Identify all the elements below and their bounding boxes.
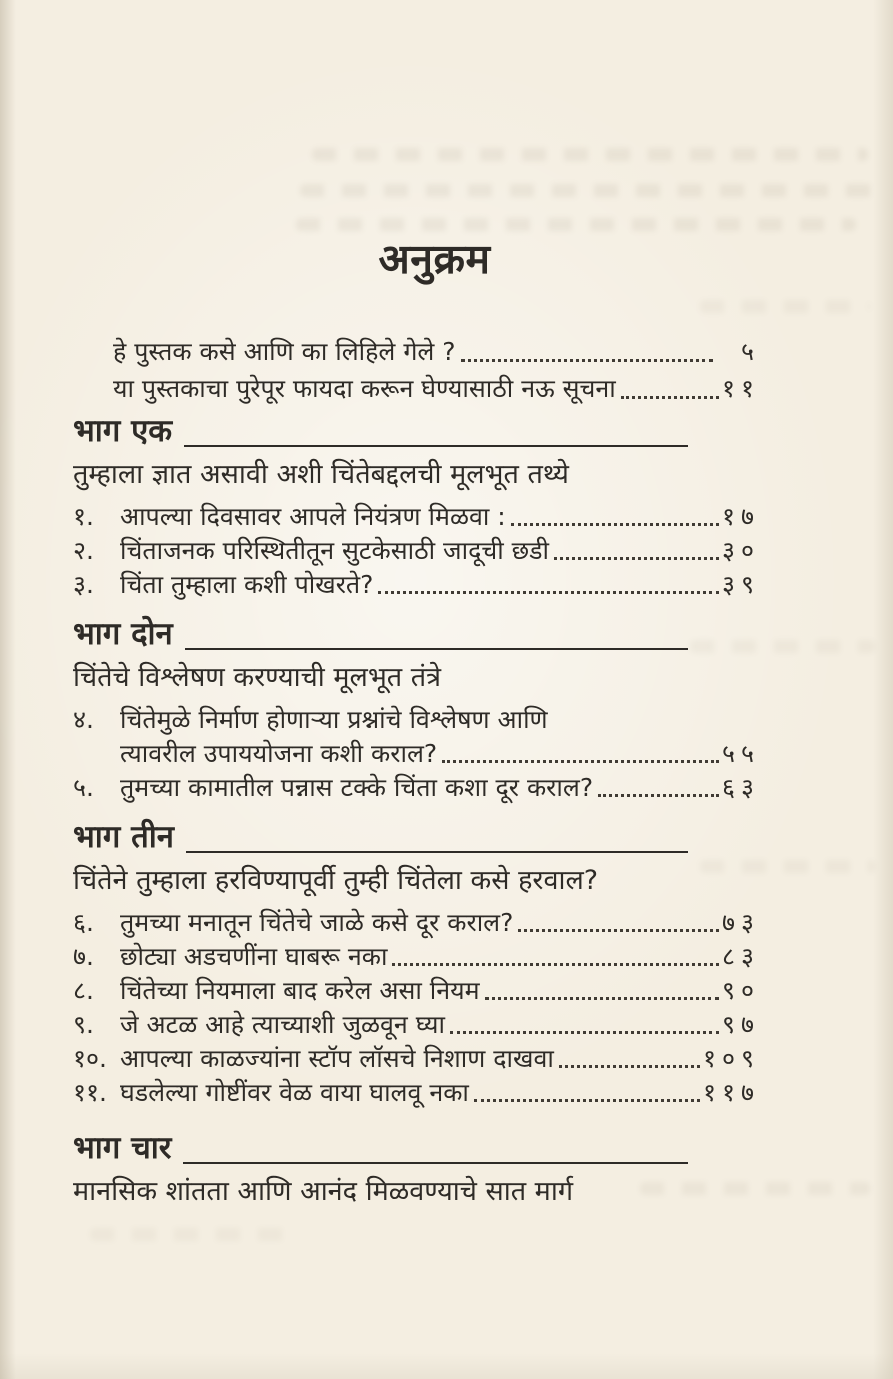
toc-entry-number: ५. [73, 773, 94, 802]
dot-leader [559, 1065, 700, 1068]
toc-entry [113, 333, 760, 370]
section-heading-row [73, 409, 760, 454]
toc-entry-number: १०. [73, 1044, 107, 1073]
toc-entry-number: ४. [73, 705, 94, 734]
toc-entry [73, 974, 760, 1008]
toc-entry [73, 1076, 760, 1110]
toc-entry-number: १. [73, 502, 94, 531]
dot-leader [621, 396, 719, 399]
dot-leader [474, 1099, 700, 1102]
toc-entry-label: घडलेल्या गोष्टींवर वेळ वाया घालवू नका [120, 1078, 469, 1107]
section-heading: भाग तीन [73, 819, 174, 855]
section-subtitle: चिंतेचे विश्लेषण करण्याची मूलभूत तंत्रे [73, 662, 442, 693]
section-heading-row [73, 815, 760, 860]
toc-entry-number: ३. [73, 570, 94, 599]
toc-section-3 [73, 815, 760, 1110]
toc-entry-label: चिंताजनक परिस्थितीतून सुटकेसाठी जादूची छडी [120, 536, 550, 565]
section-heading: भाग एक [73, 413, 173, 449]
toc-entry [113, 370, 760, 407]
heading-underline [185, 648, 688, 650]
toc-entry-label: चिंतेमुळे निर्माण होणाऱ्या प्रश्नांचे विश्लेषण आणि [120, 705, 548, 734]
dot-leader [511, 523, 719, 526]
toc-entry-page: १७ [721, 502, 760, 531]
toc-entry-label: आपल्या काळज्यांना स्टॉप लॉसचे निशाण दाखवा [120, 1044, 554, 1073]
section-subtitle: चिंतेने तुम्हाला हरविण्यापूर्वी तुम्ही चिंतेला कसे हरवाल? [73, 865, 599, 896]
toc-entry-page: ७३ [721, 908, 760, 937]
toc-entry-number: २. [73, 536, 94, 565]
toc-entry-number: ७. [73, 942, 94, 971]
toc-entry [73, 500, 760, 534]
toc-entry-page: ६३ [721, 773, 760, 802]
section-items [73, 703, 760, 805]
section-heading: भाग दोन [73, 616, 173, 652]
toc-entry-label: त्यावरील उपाययोजना कशी कराल? [120, 739, 438, 768]
toc-entry-label: आपल्या दिवसावर आपले नियंत्रण मिळवा : [120, 502, 506, 531]
section-heading-row [73, 1126, 760, 1171]
toc-entry-page: ९७ [721, 1010, 760, 1039]
toc-section-1 [73, 409, 760, 602]
toc-entry-number: ६. [73, 908, 94, 937]
section-items [73, 500, 760, 602]
toc-entry-page: १०९ [702, 1044, 760, 1073]
heading-underline [183, 1162, 688, 1164]
toc-entry-page: ५५ [721, 739, 760, 768]
page-title: अनुक्रम [378, 235, 491, 283]
section-subtitle: मानसिक शांतता आणि आनंद मिळवण्याचे सात मार्ग [73, 1176, 574, 1207]
toc-entry-page: ३० [721, 536, 760, 565]
toc-entry-label: हे पुस्तक कसे आणि का लिहिले गेले ? [113, 337, 456, 366]
toc-entry-label: तुमच्या मनातून चिंतेचे जाळे कसे दूर कराल? [120, 908, 514, 937]
toc-entry-label: जे अटळ आहे त्याच्याशी जुळवून घ्या [120, 1010, 445, 1039]
toc-entry [73, 906, 760, 940]
heading-underline [184, 445, 688, 447]
dot-leader [485, 997, 719, 1000]
heading-underline [186, 851, 688, 853]
dot-leader [392, 963, 719, 966]
toc-entry-number: ९. [73, 1010, 94, 1039]
toc-entry-page: ८३ [721, 942, 760, 971]
toc-entry-label: चिंता तुम्हाला कशी पोखरते? [120, 570, 374, 599]
dot-leader [442, 760, 719, 763]
section-heading: भाग चार [73, 1130, 172, 1166]
section-heading-row [73, 612, 760, 657]
toc-entry-label: छोट्या अडचणींना घाबरू नका [120, 942, 388, 971]
toc-entry-page: ३९ [721, 570, 760, 599]
dot-leader [461, 359, 713, 362]
toc-entry [73, 771, 760, 805]
toc-content [73, 0, 760, 1212]
toc-entry-number: ११. [73, 1078, 107, 1107]
dot-leader [378, 591, 719, 594]
toc-entry [73, 534, 760, 568]
dot-leader [554, 557, 719, 560]
toc-entry [73, 1042, 760, 1076]
toc-section-4 [73, 1126, 760, 1212]
dot-leader [598, 794, 719, 797]
toc-entry-page: ९० [721, 976, 760, 1005]
toc-section-2 [73, 612, 760, 805]
section-subtitle: तुम्हाला ज्ञात असावी अशी चिंतेबद्दलची मूलभूत तथ्ये [73, 459, 569, 490]
toc-entry [73, 1008, 760, 1042]
dot-leader [518, 929, 719, 932]
toc-entry-page: ५ [740, 337, 760, 366]
toc-entry-number: ८. [73, 976, 94, 1005]
toc-entry-label: या पुस्तकाचा पुरेपूर फायदा करून घेण्यासाठी नऊ सूचना [113, 374, 616, 403]
toc-entry-continuation [73, 737, 760, 771]
toc-entry [73, 703, 760, 737]
dot-leader [450, 1031, 719, 1034]
toc-entry [73, 568, 760, 602]
front-matter-list [73, 333, 760, 407]
toc-entry-page: ११ [721, 374, 760, 403]
section-items [73, 906, 760, 1110]
toc-entry-page: ११७ [702, 1078, 760, 1107]
bleed-through-artifact [90, 1228, 290, 1241]
toc-entry-label: चिंतेच्या नियमाला बाद करेल असा नियम [120, 976, 480, 1005]
toc-entry [73, 940, 760, 974]
toc-entry-label: तुमच्या कामातील पन्नास टक्के चिंता कशा दूर कराल? [120, 773, 594, 802]
